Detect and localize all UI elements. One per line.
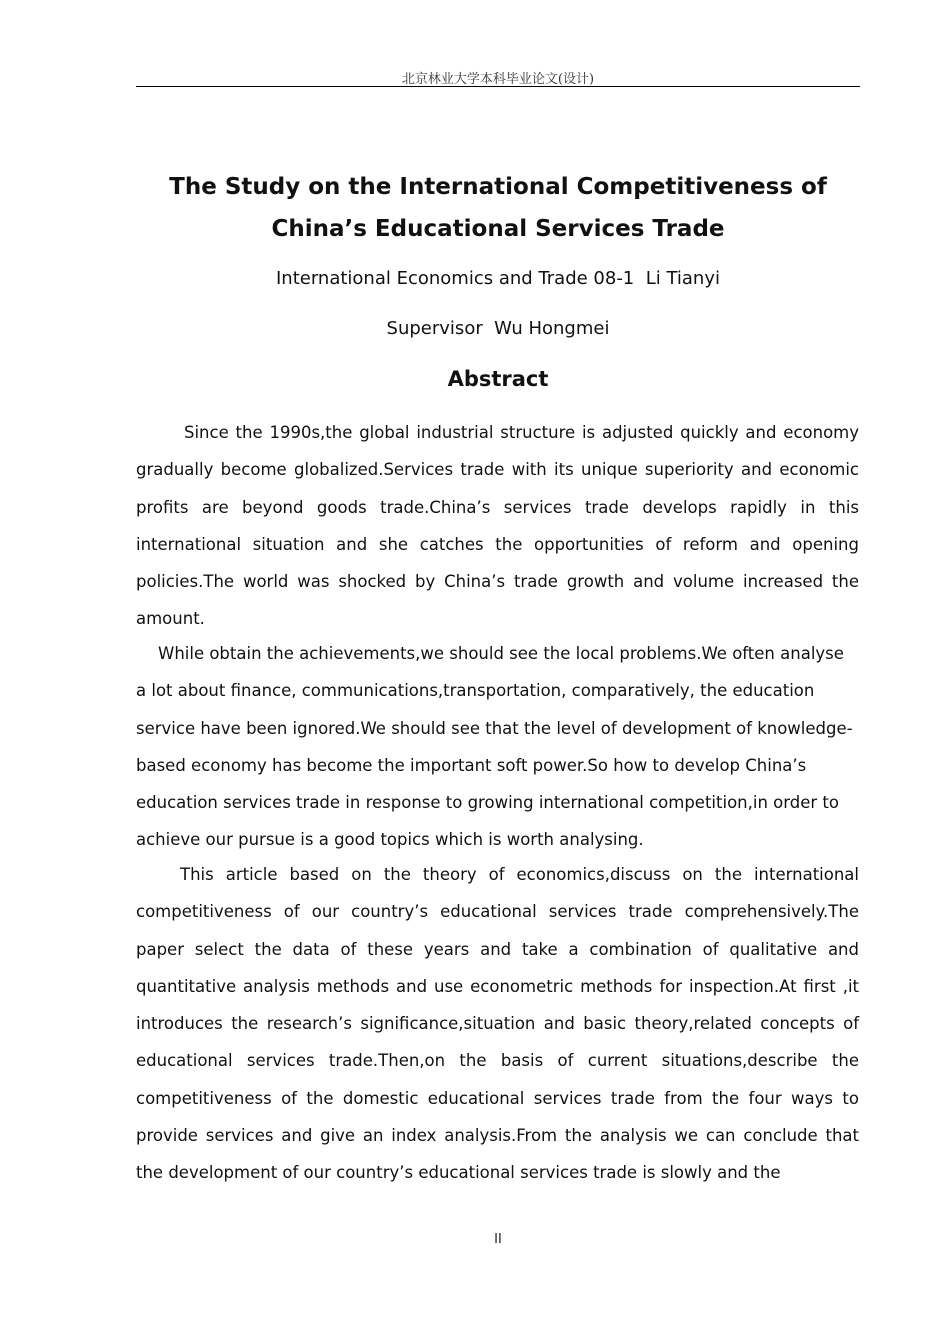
abstract-paragraph-3: This article based on the theory of economics,discuss on the international competitiveness of our country’s educational services trade comprehensively.The paper select the data of these years and take a combination of qualitative and quantitative analysis methods and use econometric methods for inspection.At first ,it introduces the research’s significance,situation and basic theory,related concepts of educational services trade.Then,on the basis of current situations,describe the competitiveness of the domestic educational services trade from the four ways to provide services and give an index analysis.From the analysis we can conclude that the development of our country’s educational services trade is slowly and the xyxy=(136,865,859,1183)
abstract-paragraph-2: While obtain the achievements,we should see the local problems.We often analyse a lot about finance, communications,transportation, comparatively, the education service have been ignored.We should see that the level of development of knowledge-based economy has become the important soft power.So how to develop China’s education services trade in response to growing international competition,in order to achieve our pursue is a good topics which is worth analysing. xyxy=(136,644,853,850)
paper-title-line-2: China’s Educational Services Trade xyxy=(271,216,725,242)
abstract-heading: Abstract xyxy=(447,367,549,391)
supervisor-line: Supervisor Wu Hongmei xyxy=(386,318,610,339)
author-line: International Economics and Trade 08-1 Li Tianyi xyxy=(275,268,720,289)
abstract-paragraph-1: Since the 1990s,the global industrial structure is adjusted quickly and economy gradually become globalized.Services trade with its unique superiority and economic profits are beyond goods trade.China’s services trade develops rapidly in this international situation and she catches the opportunities of reform and opening policies.The world was shocked by China’s trade growth and volume increased the amount. xyxy=(136,423,859,629)
paper-title-line-1: The Study on the International Competitiveness of xyxy=(169,174,827,200)
running-header: 北京林业大学本科毕业论文(设计) xyxy=(401,72,595,87)
paper-title xyxy=(136,166,860,250)
page-number: II xyxy=(494,1232,502,1247)
header-rule xyxy=(136,86,860,87)
